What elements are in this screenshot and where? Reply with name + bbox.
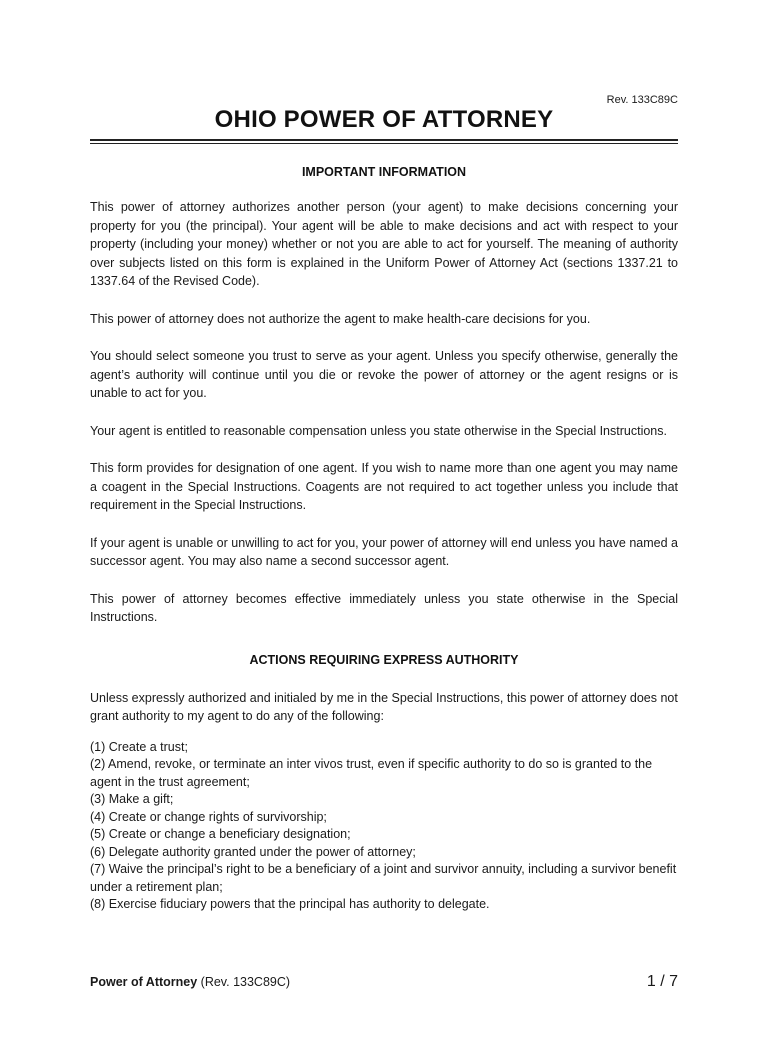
express-authority-list [90,739,678,914]
list-item-create-trust: (1) Create a trust; [90,739,188,754]
paragraph-one-agent: This form provides for designation of one agent. If you wish to name more than one agent you may name a coagent in the Special Instructions. Coagents are not required to act together unless you include that requirement in the Special Instructions. [90,461,678,512]
page-footer [90,972,678,992]
list-item-make-gift: (3) Make a gift; [90,792,174,806]
list-item-survivorship: (4) Create or change rights of survivorship; [90,809,327,824]
footer-document-label [90,973,290,992]
footer-document-name: Power of Attorney [90,975,198,989]
paragraph-authorizes-agent: This power of attorney authorizes another person (your agent) to make decisions concerning your property for you (the principal). Your agent will be able to make decisions and act with respect to your property (including your money) whether or not you are able to act for yourself. The meaning of authority over subjects listed on this form is explained in the Uniform Power of Attorney Act (sections 1337.21 to 1337.64 of the Revised Code). [90,200,678,288]
title-divider [90,139,678,144]
list-item-delegate-authority: (6) Delegate authority granted under the power of attorney; [90,844,416,859]
paragraph-successor-agent: If your agent is unable or unwilling to act for you, your power of attorney will end unless you have named a successor agent. You may also name a second successor agent. [90,535,678,568]
paragraph-effective-immediately: This power of attorney becomes effective immediately unless you state otherwise in the Special Instructions. [90,591,678,624]
list-item-amend-trust: (2) Amend, revoke, or terminate an inter vivos trust, even if specific authority to do so is granted to the agent in the trust agreement; [90,757,653,789]
paragraph-compensation: Your agent is entitled to reasonable compensation unless you state otherwise in the Special Instructions. [90,423,667,438]
paragraph-select-agent: You should select someone you trust to serve as your agent. Unless you specify otherwise, generally the agent’s authority will continue until you die or revoke the power of attorney or the agent resigns or is unable to act for you. [90,349,678,400]
list-item-waive-annuity: (7) Waive the principal’s right to be a beneficiary of a joint and survivor annuity, including a survivor benefit under a retirement plan; [90,862,677,894]
paragraph-express-authority-intro: Unless expressly authorized and initialed by me in the Special Instructions, this power of attorney does not grant authority to my agent to do any of the following: [90,690,678,723]
document-title: OHIO POWER OF ATTORNEY [214,106,554,133]
footer-page-number: 1 / 7 [646,973,678,990]
revision-label: Rev. 133C89C [606,94,678,106]
paragraph-no-healthcare: This power of attorney does not authorize the agent to make health-care decisions for you. [90,311,591,326]
footer-revision-suffix: (Rev. 133C89C) [197,975,291,989]
section-heading-actions-requiring-express-authority: ACTIONS REQUIRING EXPRESS AUTHORITY [249,652,519,667]
section-heading-important-information: IMPORTANT INFORMATION [301,165,467,179]
list-item-fiduciary-powers: (8) Exercise fiduciary powers that the principal has authority to delegate. [90,897,490,911]
list-item-beneficiary-designation: (5) Create or change a beneficiary designation; [90,827,351,841]
